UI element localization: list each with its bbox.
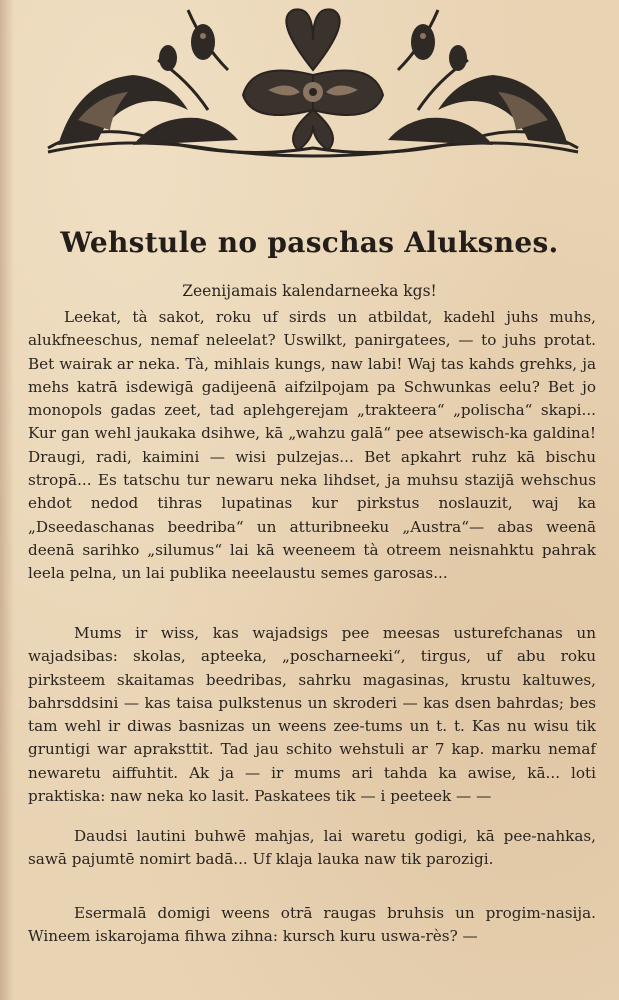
page-edge-shadow [0,0,14,1000]
paragraph-4: Esermalā domigi weens otrā raugas bruhsis un progim-nasija. Wineem iskarojama fihwa zihna: kursch kuru uswa-rès? — [28,904,596,946]
paragraph-2: Mums ir wiss, kas wajadsigs pee meesas usturefchanas un wajadsibas: skolas, apteeka, „poscharneeki“, tirgus, uf abu roku pirksteem skaitamas beedribas, sahrku magasinas, krustu kaltuwes, bahrsddsini — kas taisa pulkstenus un skroderi — kas dsen bahrdas; bes tam wehl ir diwas basnizas un weens zee-tums un t. t. Kas nu wisu tik gruntigi war apraksttit. Tad jau schito wehstuli ar 7 kap. marku nemaf newaretu aiffuhtit. Ak ja — ir mums ari tahda ka awise, kā... loti praktiska: naw neka ko lasit. Paskatees tik — i peeteek — — [28,624,596,806]
paragraph-3: Daudsi lautini buhwē mahjas, lai waretu godigi, kā pee-nahkas, sawā pajumtē nomirt badā... Uf klaja lauka naw tik parozigi. [28,827,596,869]
article-title: Wehstule no paschas Aluksnes. [60,226,559,259]
floral-ornament-header [38,0,588,160]
paragraph-1: Leekat, tà sakot, roku uf sirds un atbildat, kadehl juhs muhs, alukfneeschus, nemaf neleelat? Uswilkt, panirgatees, — to juhs protat. Bet wairak ar neka. Tà, mihlais kungs, naw labi! Waj tas kahds grehks, ja mehs katrā isdewigā gadijeenā aifzilpojam pa Schwunkas eelu? Bet jo monopols gadas zeet, tad aplehgerejam „trakteera“ „polischa“ skapi... Kur gan wehl jaukaka dsihwe, kā „wahzu galā“ pee atsewisch-ka galdina! Draugi, radi, kaimini — wisi pulzejas... Bet apkahrt ruhz kā bischu stropā... Es tatschu tur newaru neka lihdset, ja muhsu stazijā wehschus ehdot nedod tihras lupatinas kur pirkstus noslauzit, waj ka „Dseedaschanas beedriba“ un atturibneeku „Austra“— abas weenā deenā sarihko „silumus“ lai kā weeneem tà otreem neisnahktu pahrak leela pelna, un lai publika neeelaustu semes garosas... [28,308,596,583]
salutation: Zeenijamais kalendarneeka kgs! [182,282,437,300]
